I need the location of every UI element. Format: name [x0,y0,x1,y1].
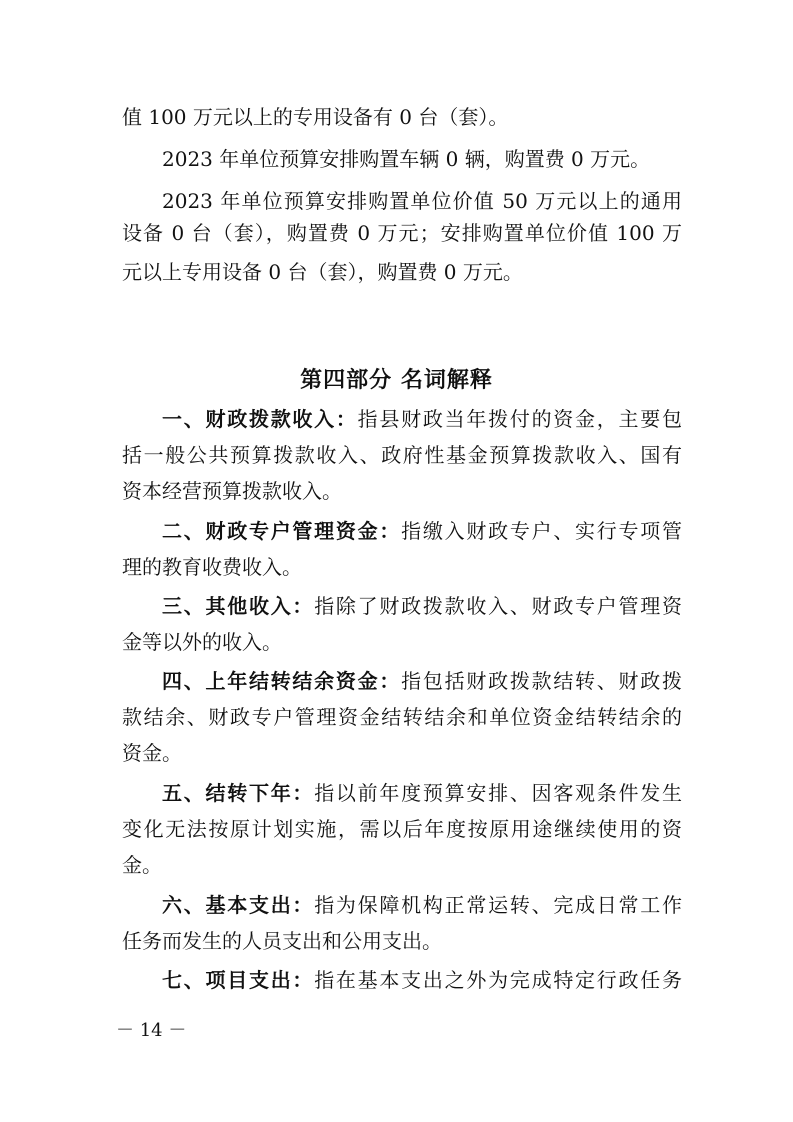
definition-2-line1 [162,519,682,543]
definition-6-line1 [162,893,682,917]
definition-7-text: 指在基本支出之外为完成特定行政任务 [314,968,683,992]
definition-4-term: 四、上年结转结余资金： [162,669,402,693]
definition-1-line3: 资本经营预算拨款收入。 [122,479,342,503]
definition-3-line1 [162,594,682,618]
procurement-p1-line1: 值 100 万元以上的专用设备有 0 台（套）。 [122,105,509,129]
definition-5-text: 指以前年度预算安排、因客观条件发生 [314,781,683,805]
definition-6-line2: 任务而发生的人员支出和公用支出。 [122,929,442,953]
definition-6-text: 指为保障机构正常运转、完成日常工作 [314,893,683,917]
definition-4-line1 [162,669,682,693]
definition-3-line2: 金等以外的收入。 [122,630,282,654]
definition-1-line1 [162,407,682,431]
definition-3-text: 指除了财政拨款收入、财政专户管理资 [314,594,683,618]
definition-1-text: 指县财政当年拨付的资金，主要包 [357,407,683,431]
procurement-p3-line3: 元以上专用设备 0 台（套），购置费 0 万元。 [122,260,523,284]
definition-4-line3: 资金。 [122,741,182,765]
definition-7-line1 [162,968,682,992]
procurement-p3-line1: 2023 年单位预算安排购置单位价值 50 万元以上的通用 [162,189,682,213]
definition-6-term: 六、基本支出： [162,893,315,917]
definition-4-text: 指包括财政拨款结转、财政拨 [401,669,683,693]
procurement-p3-line2: 设备 0 台（套），购置费 0 万元；安排购置单位价值 100 万 [122,221,682,245]
definition-5-term: 五、结转下年： [162,781,315,805]
definition-2-line2: 理的教育收费收入。 [122,555,302,579]
definition-1-line2: 括一般公共预算拨款收入、政府性基金预算拨款收入、国有 [122,443,682,467]
definition-5-line1 [162,781,682,805]
definition-5-line3: 金。 [122,853,162,877]
definition-2-text: 指缴入财政专户、实行专项管 [401,519,683,543]
definition-3-term: 三、其他收入： [162,594,315,618]
procurement-p2-line1: 2023 年单位预算安排购置车辆 0 辆，购置费 0 万元。 [162,147,651,171]
definition-1-term: 一、财政拨款收入： [162,407,358,431]
definition-7-term: 七、项目支出： [162,968,315,992]
definition-2-term: 二、财政专户管理资金： [162,519,402,543]
definition-5-line2: 变化无法按原计划实施，需以后年度按原用途继续使用的资 [122,817,682,841]
section-heading: 第四部分 名词解释 [300,368,493,393]
definition-4-line2: 款结余、财政专户管理资金结转结余和单位资金结转结余的 [122,705,682,729]
page-number: － 14 － [116,1020,187,1041]
